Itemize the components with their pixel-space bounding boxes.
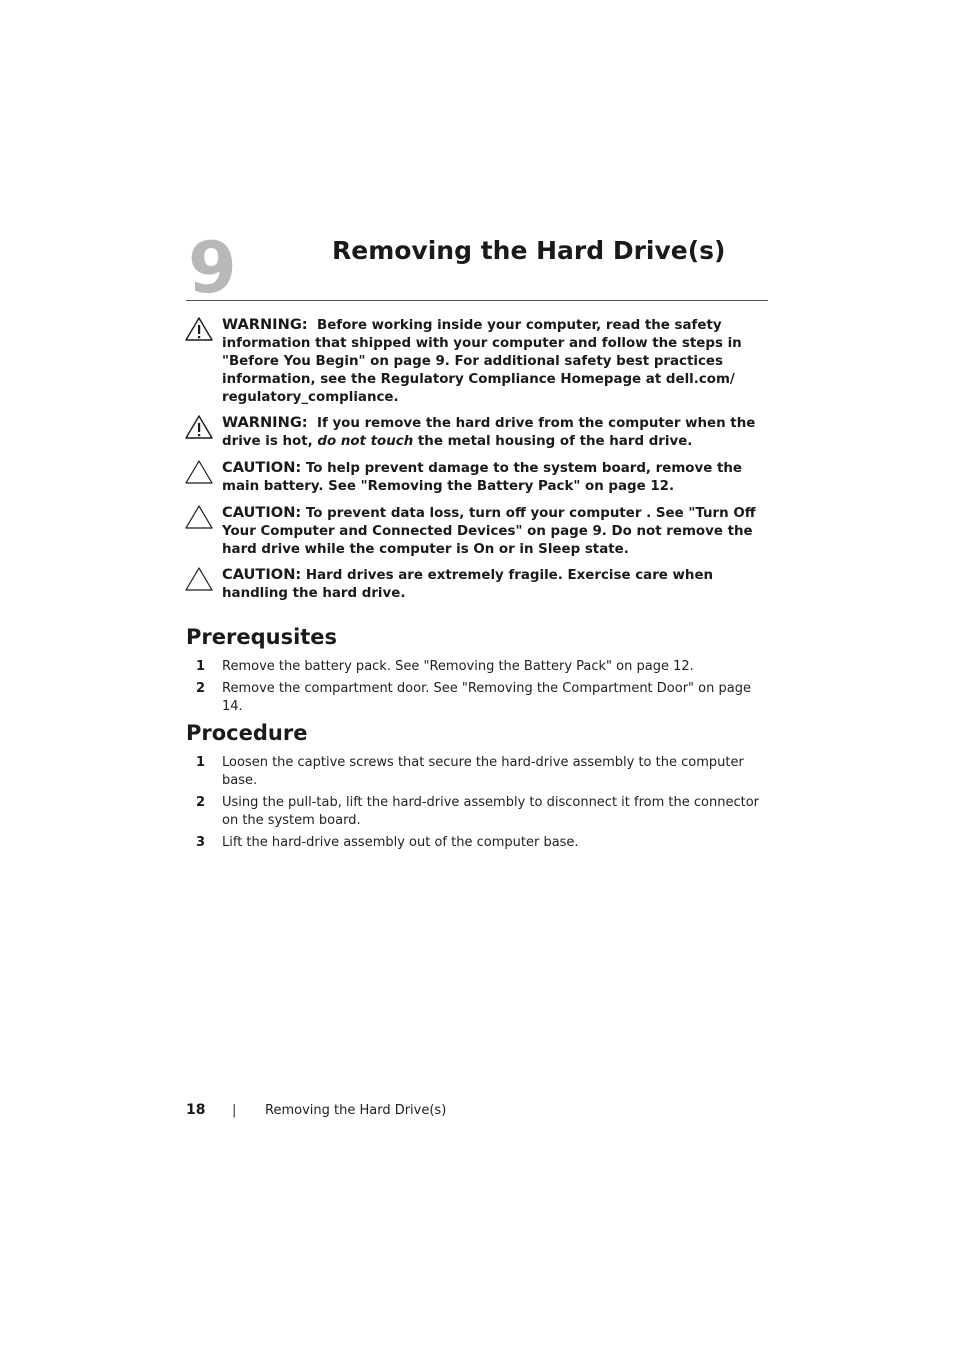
caution-icon: [184, 459, 214, 485]
footer-separator: |: [232, 1103, 237, 1118]
notice-emphasis: do not touch: [317, 434, 414, 449]
notice-body: If you remove the hard drive from the computer when the drive is hot,: [222, 416, 756, 449]
notice-label: CAUTION:: [222, 504, 302, 521]
warning-icon: [184, 316, 214, 342]
notice-body: the metal housing of the hard drive.: [417, 434, 693, 449]
notice-body: Hard drives are extremely fragile. Exercise care when handling the hard drive.: [222, 568, 714, 601]
step-text: Using the pull-tab, lift the hard-drive assembly to disconnect it from the connector on the system board.: [222, 795, 759, 828]
notice-body: To prevent data loss, turn off your computer . See "Turn Off Your Computer and Connected Devices" on page 9. Do not remove the hard drive while the computer is On or in Sleep state.: [222, 506, 756, 557]
prerequisites-heading: Prerequsites: [186, 625, 338, 649]
warning-icon: [184, 414, 214, 440]
notice-label: CAUTION:: [222, 459, 302, 476]
notice-body: Before working inside your computer, read the safety information that shipped with your computer and follow the steps in "Before You Begin" on page 9. For additional safety best practices information, see the Regulatory Compliance Homepage at dell.com/ regulatory_compliance.: [222, 318, 742, 405]
step-number: 2: [195, 795, 205, 810]
step-number: 1: [195, 659, 205, 674]
step-text: Loosen the captive screws that secure the hard-drive assembly to the computer base.: [222, 755, 744, 788]
caution-icon: [184, 504, 214, 530]
step-number: 3: [195, 835, 205, 850]
notice-label: WARNING:: [222, 414, 308, 431]
step-text: Lift the hard-drive assembly out of the computer base.: [222, 835, 579, 850]
step-number: 2: [195, 681, 205, 696]
step-text: Remove the compartment door. See "Removing the Compartment Door" on page 14.: [222, 681, 751, 714]
title-divider: [186, 300, 768, 301]
notice-body: To help prevent damage to the system board, remove the main battery. See "Removing the Battery Pack" on page 12.: [222, 461, 742, 494]
step-number: 1: [195, 755, 205, 770]
page-title: Removing the Hard Drive(s): [332, 236, 726, 265]
notice-label: WARNING:: [222, 316, 308, 333]
footer-title: Removing the Hard Drive(s): [265, 1103, 447, 1118]
chapter-number: 9: [188, 227, 235, 309]
notice-label: CAUTION:: [222, 566, 302, 583]
step-text: Remove the battery pack. See "Removing the Battery Pack" on page 12.: [222, 659, 694, 674]
procedure-heading: Procedure: [186, 721, 308, 745]
page-number: 18: [186, 1102, 206, 1118]
caution-icon: [184, 566, 214, 592]
